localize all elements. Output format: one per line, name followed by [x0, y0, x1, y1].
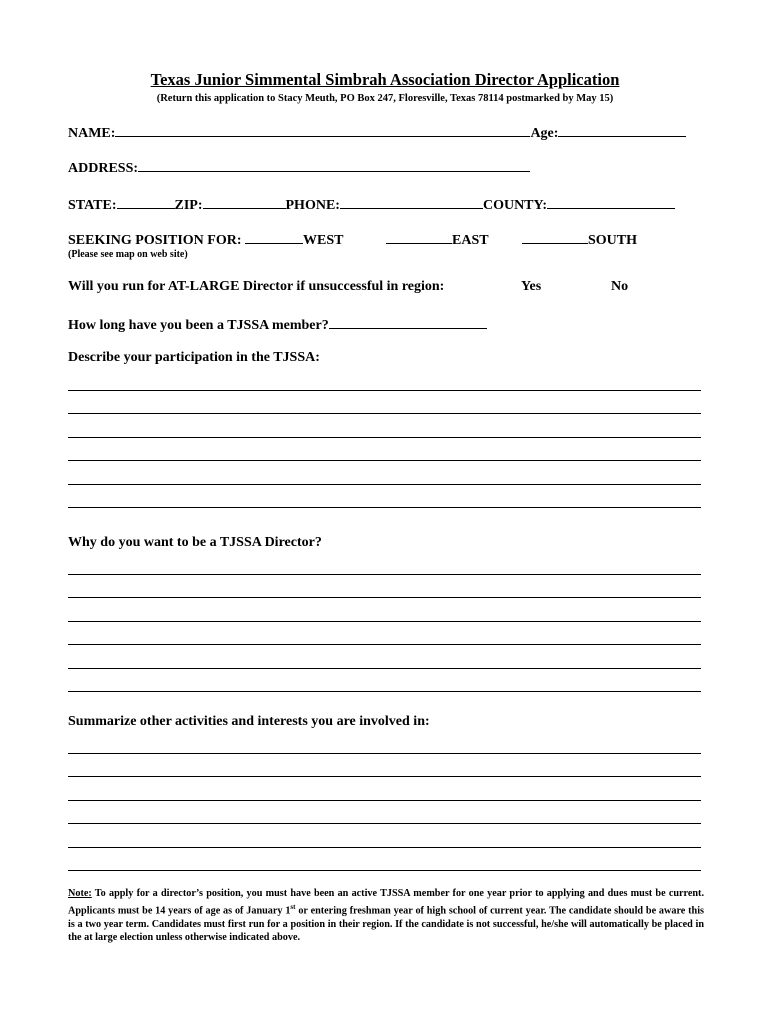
county-label: COUNTY:	[482, 198, 547, 213]
answer-line[interactable]	[68, 367, 701, 391]
at-large-question: Will you run for AT-LARGE Director if unsuccessful in region:	[68, 279, 445, 294]
south-option: SOUTH	[588, 233, 638, 248]
director-reason-question: Why do you want to be a TJSSA Director?	[68, 535, 322, 550]
answer-line[interactable]	[68, 824, 701, 848]
answer-line[interactable]	[68, 730, 701, 754]
name-label: NAME:	[68, 126, 116, 141]
director-reason-answer-lines[interactable]	[68, 551, 701, 692]
answer-line[interactable]	[68, 485, 701, 509]
phone-label: PHONE:	[285, 198, 340, 213]
at-large-yes[interactable]: Yes	[521, 279, 542, 294]
activities-question: Summarize other activities and interests you are involved in:	[68, 714, 430, 729]
state-label: STATE:	[68, 198, 117, 213]
membership-row	[68, 315, 487, 334]
answer-line[interactable]	[68, 777, 701, 801]
participation-question: Describe your participation in the TJSSA:	[68, 350, 320, 365]
name-field[interactable]	[115, 123, 530, 137]
seeking-position-row	[68, 230, 343, 249]
note-label: Note:	[68, 888, 92, 899]
note-text-part2: or entering freshman year of high school of current year. The candidate should be aware this is a two year term. Candidates must first run for a position in their region. If the candidate is not successful, he/she will automatically be placed in the at large election unless otherwise indicated above.	[68, 904, 704, 944]
answer-line[interactable]	[68, 414, 701, 438]
east-option: EAST	[452, 233, 489, 248]
address-label: ADDRESS:	[68, 161, 139, 176]
state-field[interactable]	[117, 195, 175, 209]
answer-line[interactable]	[68, 848, 701, 872]
zip-field[interactable]	[203, 195, 286, 209]
address-field[interactable]	[138, 158, 530, 172]
note-text-part1: To apply for a director’s position, you must have been an active TJSSA member for one year prior to applying and dues must be current. Applicants must be 14 years of age as of January 1	[68, 888, 704, 916]
address-row	[68, 158, 530, 177]
page-title: Texas Junior Simmental Simbrah Association Director Application	[150, 70, 620, 89]
age-label: Age:	[530, 126, 559, 141]
membership-field[interactable]	[329, 315, 487, 329]
eligibility-note	[68, 887, 704, 945]
west-option: WEST	[302, 233, 344, 248]
location-row	[68, 195, 675, 214]
zip-label: ZIP:	[174, 198, 203, 213]
answer-line[interactable]	[68, 801, 701, 825]
east-checkbox-blank[interactable]	[386, 230, 452, 244]
answer-line[interactable]	[68, 391, 701, 415]
activities-answer-lines[interactable]	[68, 730, 701, 871]
map-note: (Please see map on web site)	[68, 249, 188, 260]
answer-line[interactable]	[68, 622, 701, 646]
county-field[interactable]	[547, 195, 675, 209]
answer-line[interactable]	[68, 438, 701, 462]
participation-answer-lines[interactable]	[68, 367, 701, 508]
return-instructions: (Return this application to Stacy Meuth, PO Box 247, Floresville, Texas 78114 postmarked by May 15)	[156, 93, 614, 104]
note-superscript: st	[290, 902, 296, 911]
answer-line[interactable]	[68, 754, 701, 778]
at-large-no[interactable]: No	[611, 279, 629, 294]
answer-line[interactable]	[68, 575, 701, 599]
answer-line[interactable]	[68, 645, 701, 669]
membership-question: How long have you been a TJSSA member?	[68, 318, 329, 333]
age-field[interactable]	[558, 123, 686, 137]
south-checkbox-blank[interactable]	[522, 230, 588, 244]
east-option-group	[386, 230, 489, 249]
answer-line[interactable]	[68, 669, 701, 693]
answer-line[interactable]	[68, 461, 701, 485]
south-option-group	[522, 230, 637, 249]
name-row	[68, 123, 686, 142]
seeking-label: SEEKING POSITION FOR:	[68, 233, 242, 248]
answer-line[interactable]	[68, 598, 701, 622]
phone-field[interactable]	[340, 195, 483, 209]
west-checkbox-blank[interactable]	[245, 230, 303, 244]
answer-line[interactable]	[68, 551, 701, 575]
